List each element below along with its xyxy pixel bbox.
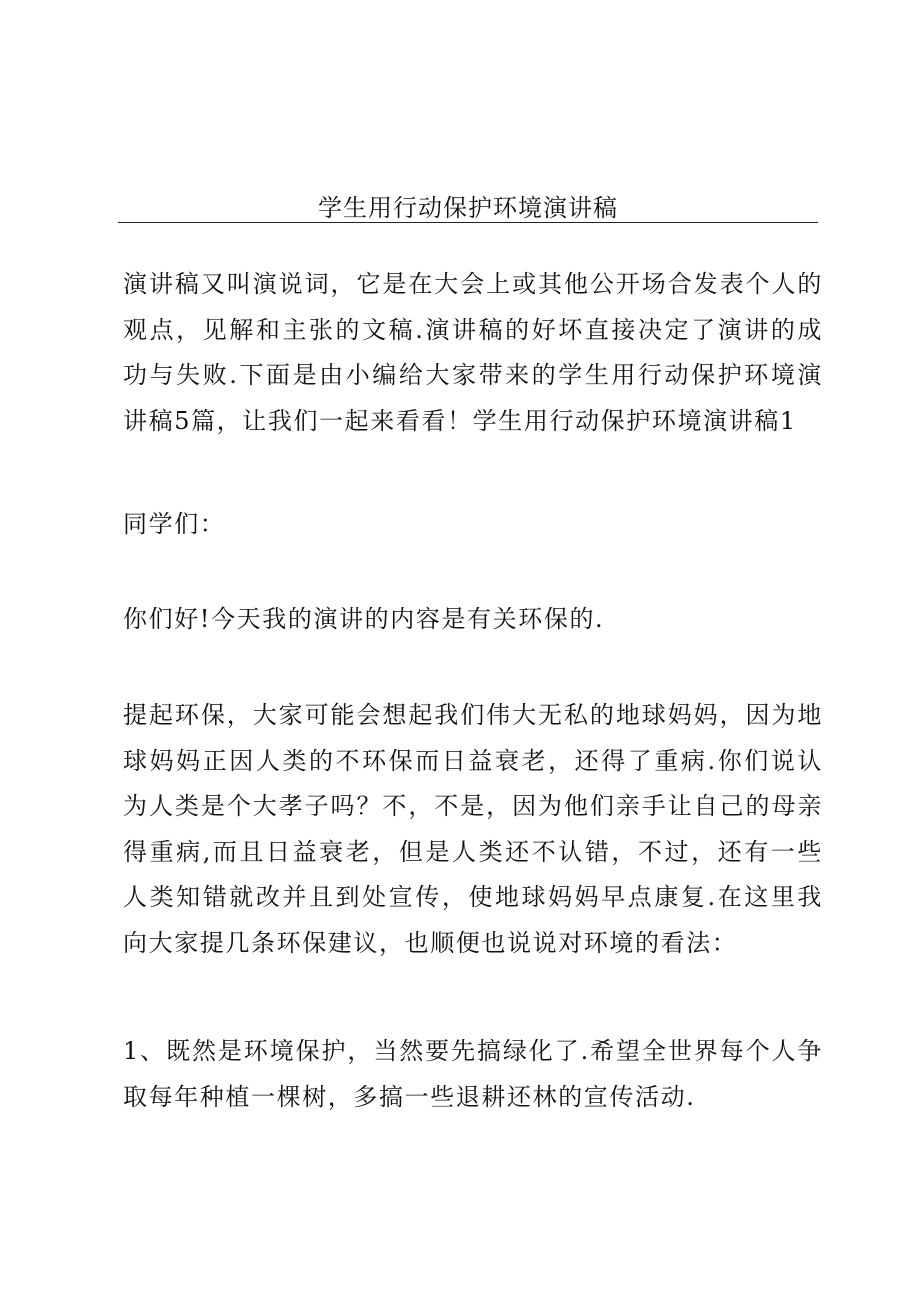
body-paragraph: 提起环保，大家可能会想起我们伟大无私的地球妈妈，因为地球妈妈正因人类的不环保而日益衰老，还得了重病.你们说认为人类是个大孝子吗？不，不是，因为他们亲手让自己的母亲得重病,而且日益衰老，但是人类还不认错，不过，还有一些人类知错就改并且到处宣传，使地球妈妈早点康复.在这里我向大家提几条环保建议，也顺便也说说对环境的看法： (123, 701, 823, 957)
greeting-paragraph: 同学们： (123, 510, 226, 538)
document-title: 学生用行动保护环境演讲稿 (318, 194, 618, 222)
title-underline (118, 222, 818, 223)
intro-paragraph: 演讲稿又叫演说词，它是在大会上或其他公开场合发表个人的观点，见解和主张的文稿.演讲稿的好坏直接决定了演讲的成功与失败.下面是由小编给大家带来的学生用行动保护环境演讲稿5篇，让我们一起来看看！学生用行动保护环境演讲稿1 (123, 270, 823, 435)
hello-paragraph: 你们好!今天我的演讲的内容是有关环保的. (123, 605, 605, 633)
suggestion-item-1: 1、既然是环境保护，当然要先搞绿化了.希望全世界每个人争取每年种植一棵树，多搞一些退耕还林的宣传活动. (123, 1037, 823, 1111)
